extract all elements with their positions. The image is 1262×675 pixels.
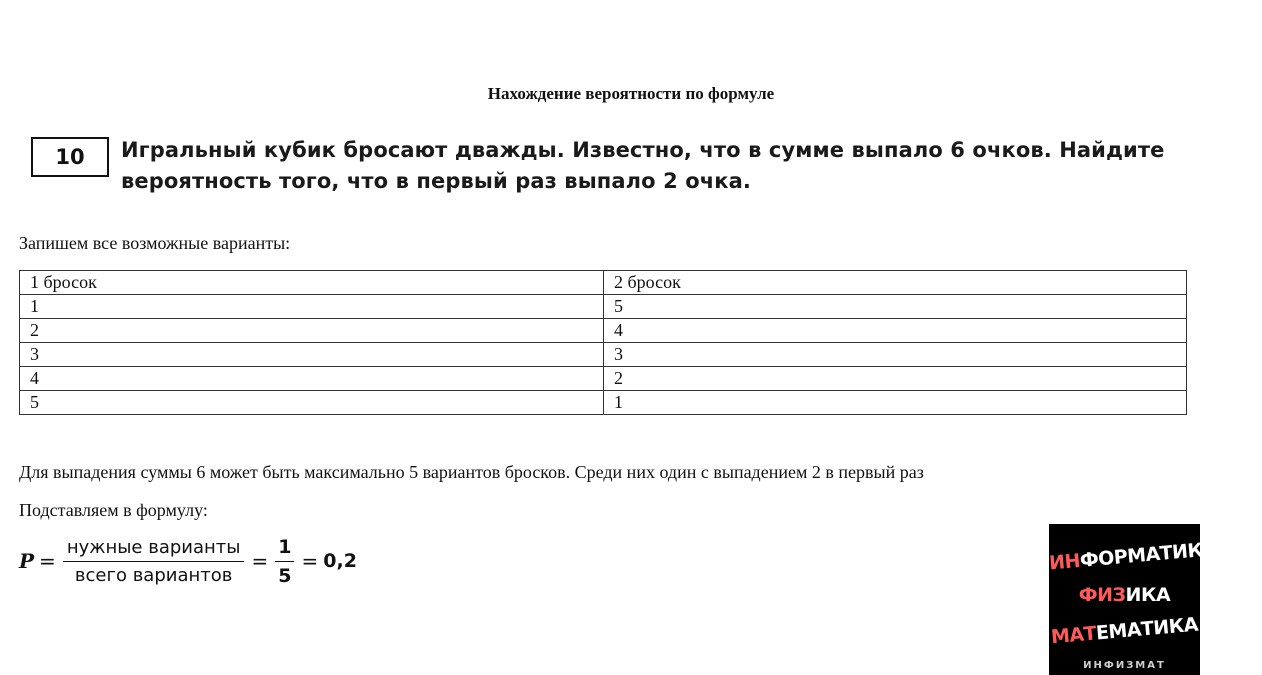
logo-line-fizika: ФИЗИКА	[1078, 584, 1171, 606]
table-row	[20, 319, 1187, 343]
table-cell: 2	[20, 319, 604, 343]
table-cell: 1	[604, 391, 1187, 415]
formula-result: 0,2	[323, 550, 357, 572]
table-row	[20, 343, 1187, 367]
intro-text: Запишем все возможные варианты:	[19, 233, 291, 253]
equals-sign: =	[301, 549, 319, 573]
logo-line-matematika: МАТЕМАТИКА	[1050, 613, 1199, 649]
table-cell: 5	[604, 295, 1187, 319]
logo-caption: ИНФИЗМАТ	[1083, 660, 1166, 671]
table-row	[20, 391, 1187, 415]
fraction-denominator: 5	[278, 564, 292, 587]
fraction-numerator: нужные варианты	[63, 537, 245, 562]
table-cell: 3	[604, 343, 1187, 367]
probability-formula	[19, 533, 357, 589]
equals-sign: =	[251, 549, 269, 573]
task-statement	[121, 135, 1181, 197]
throws-table	[19, 270, 1187, 415]
logo-line-informatika: ИНФОРМАТИКА	[1048, 537, 1218, 575]
table-cell: 1	[20, 295, 604, 319]
word-fraction	[63, 537, 245, 586]
table-cell: 5	[20, 391, 604, 415]
table-header-row	[20, 271, 1187, 295]
table-row	[20, 295, 1187, 319]
task-number-box: 10	[31, 137, 109, 177]
page-title: Нахождение вероятности по формуле	[487, 84, 775, 103]
table-cell: 4	[604, 319, 1187, 343]
table-cell: 2	[604, 367, 1187, 391]
table-row	[20, 367, 1187, 391]
header-first-throw: 1 бросок	[20, 271, 604, 295]
formula-variable: P	[19, 549, 35, 573]
infizmat-logo	[1048, 524, 1218, 675]
fraction-denominator: всего вариантов	[74, 564, 233, 586]
equals-sign: =	[39, 549, 56, 573]
conclusion-text: Для выпадения суммы 6 может быть максимально 5 вариантов бросков. Среди них один с выпадением 2 в первый раз	[19, 462, 924, 482]
table-cell: 3	[20, 343, 604, 367]
numeric-fraction	[275, 536, 294, 587]
task-line-1: Игральный кубик бросают дважды. Известно, что в сумме выпало 6 очков. Найдите	[121, 138, 1165, 162]
substitute-text: Подставляем в формулу:	[19, 500, 208, 520]
fraction-numerator: 1	[275, 536, 294, 562]
table-cell: 4	[20, 367, 604, 391]
header-second-throw: 2 бросок	[604, 271, 1187, 295]
task-line-2: вероятность того, что в первый раз выпало 2 очка.	[121, 169, 751, 193]
